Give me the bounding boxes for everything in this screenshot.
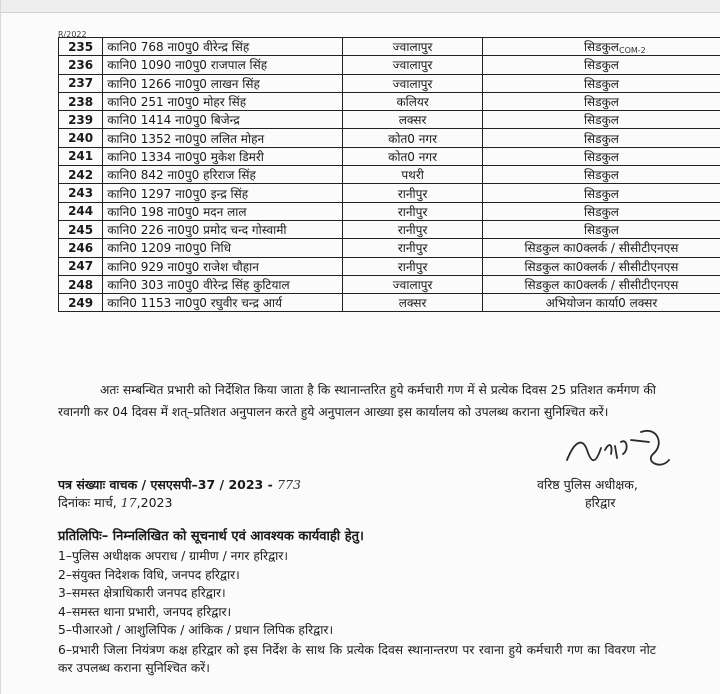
copy-to-item: 2–संयुक्त निदेशक विधि, जनपद हरिद्वार। <box>58 567 240 582</box>
table-row <box>59 92 720 110</box>
serial-cell: 246 <box>59 239 103 257</box>
from-cell: रानीपुर <box>343 257 483 275</box>
table-row <box>59 220 720 238</box>
name-cell: कानि0 226 ना0पु0 प्रमोद चन्द गोस्वामी <box>103 220 343 238</box>
table-row <box>59 294 720 312</box>
name-cell: कानि0 303 ना0पु0 वीरेन्द्र सिंह कुटियाल <box>103 275 343 293</box>
to-cell: सिडकुल <box>482 220 720 238</box>
to-cell: सिडकुल <box>482 166 720 184</box>
name-cell: कानि0 768 ना0पु0 वीरेन्द्र सिंह <box>103 38 343 56</box>
serial-cell: 243 <box>59 184 103 202</box>
copy-to-item: 4–समस्त थाना प्रभारी, जनपद हरिद्वार। <box>58 604 232 619</box>
letter-date <box>58 494 172 511</box>
serial-cell: 249 <box>59 294 103 312</box>
from-cell: ज्वालापुर <box>343 74 483 92</box>
to-cell: सिडकुल <box>482 129 720 147</box>
ref-left: R/2022 <box>58 30 87 39</box>
to-cell: अभियोजन कार्या0 लक्सर <box>482 294 720 312</box>
from-cell: कलियर <box>343 92 483 110</box>
name-cell: कानि0 1352 ना0पु0 ललित मोहन <box>103 129 343 147</box>
serial-cell: 247 <box>59 257 103 275</box>
to-cell: सिडकुल का0क्लर्क / सीसीटीएनएस <box>482 239 720 257</box>
name-cell: कानि0 929 ना0पु0 राजेश चौहान <box>103 257 343 275</box>
from-cell: ज्वालापुर <box>343 56 483 74</box>
to-cell: सिडकुल <box>482 38 720 56</box>
table-row <box>59 184 720 202</box>
serial-cell: 241 <box>59 147 103 165</box>
to-cell: सिडकुल <box>482 202 720 220</box>
ref-right: COM-2 <box>619 46 646 55</box>
serial-cell: 245 <box>59 220 103 238</box>
table-row <box>59 129 720 147</box>
serial-cell: 248 <box>59 275 103 293</box>
from-cell: रानीपुर <box>343 220 483 238</box>
to-cell: सिडकुल <box>482 92 720 110</box>
table-row <box>59 147 720 165</box>
from-cell: रानीपुर <box>343 202 483 220</box>
copy-to-item: 6–प्रभारी जिला नियंत्रण कक्ष हरिद्वार को इस निर्देश के साथ कि प्रत्येक दिवस स्थानान्तरण पर रवाना हुये कर्मचारी गण का विवरण नोट कर उपलब्ध कराना सुनिश्चित करें। <box>58 642 656 675</box>
from-cell: ज्वालापुर <box>343 275 483 293</box>
letter-number-handwritten: 773 <box>277 477 301 492</box>
to-cell: सिडकुल <box>482 74 720 92</box>
table-row <box>59 166 720 184</box>
letter-number-text: पत्र संख्याः वाचक / एसएसपी–37 / 2023 - <box>58 477 273 492</box>
to-cell: सिडकुल का0क्लर्क / सीसीटीएनएस <box>482 275 720 293</box>
from-cell: लक्सर <box>343 111 483 129</box>
name-cell: कानि0 1297 ना0पु0 इन्द्र सिंह <box>103 184 343 202</box>
officer-location: हरिद्वार <box>585 495 616 510</box>
name-cell: कानि0 1414 ना0पु0 बिजेन्द्र <box>103 111 343 129</box>
letter-date-prefix: दिनांकः मार्च, <box>58 495 117 510</box>
serial-cell: 237 <box>59 74 103 92</box>
to-cell: सिडकुल <box>482 147 720 165</box>
letter-date-handwritten: 17 <box>120 495 137 510</box>
from-cell: कोत0 नगर <box>343 129 483 147</box>
officer-designation: वरिष्ठ पुलिस अधीक्षक, <box>537 477 638 492</box>
name-cell: कानि0 1090 ना0पु0 राजपाल सिंह <box>103 56 343 74</box>
to-cell: सिडकुल <box>482 56 720 74</box>
page-top-edge <box>1 0 720 13</box>
name-cell: कानि0 1209 ना0पु0 निधि <box>103 239 343 257</box>
name-cell: कानि0 198 ना0पु0 मदन लाल <box>103 202 343 220</box>
copy-to-item: 1–पुलिस अधीक्षक अपराध / ग्रामीण / नगर हरिद्वार। <box>58 549 289 563</box>
from-cell: रानीपुर <box>343 184 483 202</box>
letter-number <box>58 476 301 493</box>
table-row <box>59 38 720 56</box>
from-cell: ज्वालापुर <box>343 38 483 56</box>
serial-cell: 239 <box>59 111 103 129</box>
serial-cell: 242 <box>59 166 103 184</box>
from-cell: लक्सर <box>343 294 483 312</box>
name-cell: कानि0 251 ना0पु0 मोहर सिंह <box>103 92 343 110</box>
table-row <box>59 56 720 74</box>
name-cell: कानि0 1153 ना0पु0 रघुवीर चन्द्र आर्य <box>103 294 343 312</box>
serial-cell: 235 <box>59 38 103 56</box>
name-cell: कानि0 1266 ना0पु0 लाखन सिंह <box>103 74 343 92</box>
to-cell: सिडकुल <box>482 111 720 129</box>
transfer-table-body <box>59 38 720 312</box>
serial-cell: 238 <box>59 92 103 110</box>
transfer-table <box>58 37 720 312</box>
name-cell: कानि0 1334 ना0पु0 मुकेश डिमरी <box>103 147 343 165</box>
instruction-paragraph: अतः सम्बन्धित प्रभारी को निर्देशित किया जाता है कि स्थानान्तरित हुये कर्मचारी गण में से प्रत्येक दिवस 25 प्रतिशत कर्मगण की रवानगी कर 04 दिवस में शत्–प्रतिशत अनुपालन करते हुये अनुपालन आख्या इस कार्यालय को उपलब्ध कराना सुनिश्चित करें। <box>58 383 656 419</box>
from-cell: कोत0 नगर <box>343 147 483 165</box>
table-row <box>59 74 720 92</box>
copy-to-heading: प्रतिलिपिः– निम्नलिखित को सूचनार्थ एवं आवश्यक कार्यवाही हेतु। <box>58 529 364 544</box>
serial-cell: 244 <box>59 202 103 220</box>
copy-to-item: 5–पीआरओ / आशुलिपिक / आंकिक / प्रधान लिपिक हरिद्वार। <box>58 623 334 638</box>
table-row <box>59 202 720 220</box>
table-row <box>59 275 720 293</box>
serial-cell: 240 <box>59 129 103 147</box>
letter-date-suffix: ,2023 <box>136 495 173 510</box>
copy-to-item: 3–समस्त क्षेत्राधिकारी जनपद हरिद्वार। <box>58 586 226 601</box>
table-row <box>59 257 720 275</box>
name-cell: कानि0 842 ना0पु0 हरिराज सिंह <box>103 166 343 184</box>
from-cell: रानीपुर <box>343 239 483 257</box>
serial-cell: 236 <box>59 56 103 74</box>
to-cell: सिडकुल <box>482 184 720 202</box>
copy-to-list <box>58 547 656 677</box>
from-cell: पथरी <box>343 166 483 184</box>
table-row <box>59 111 720 129</box>
to-cell: सिडकुल का0क्लर्क / सीसीटीएनएस <box>482 257 720 275</box>
signature <box>561 420 681 480</box>
table-row <box>59 239 720 257</box>
